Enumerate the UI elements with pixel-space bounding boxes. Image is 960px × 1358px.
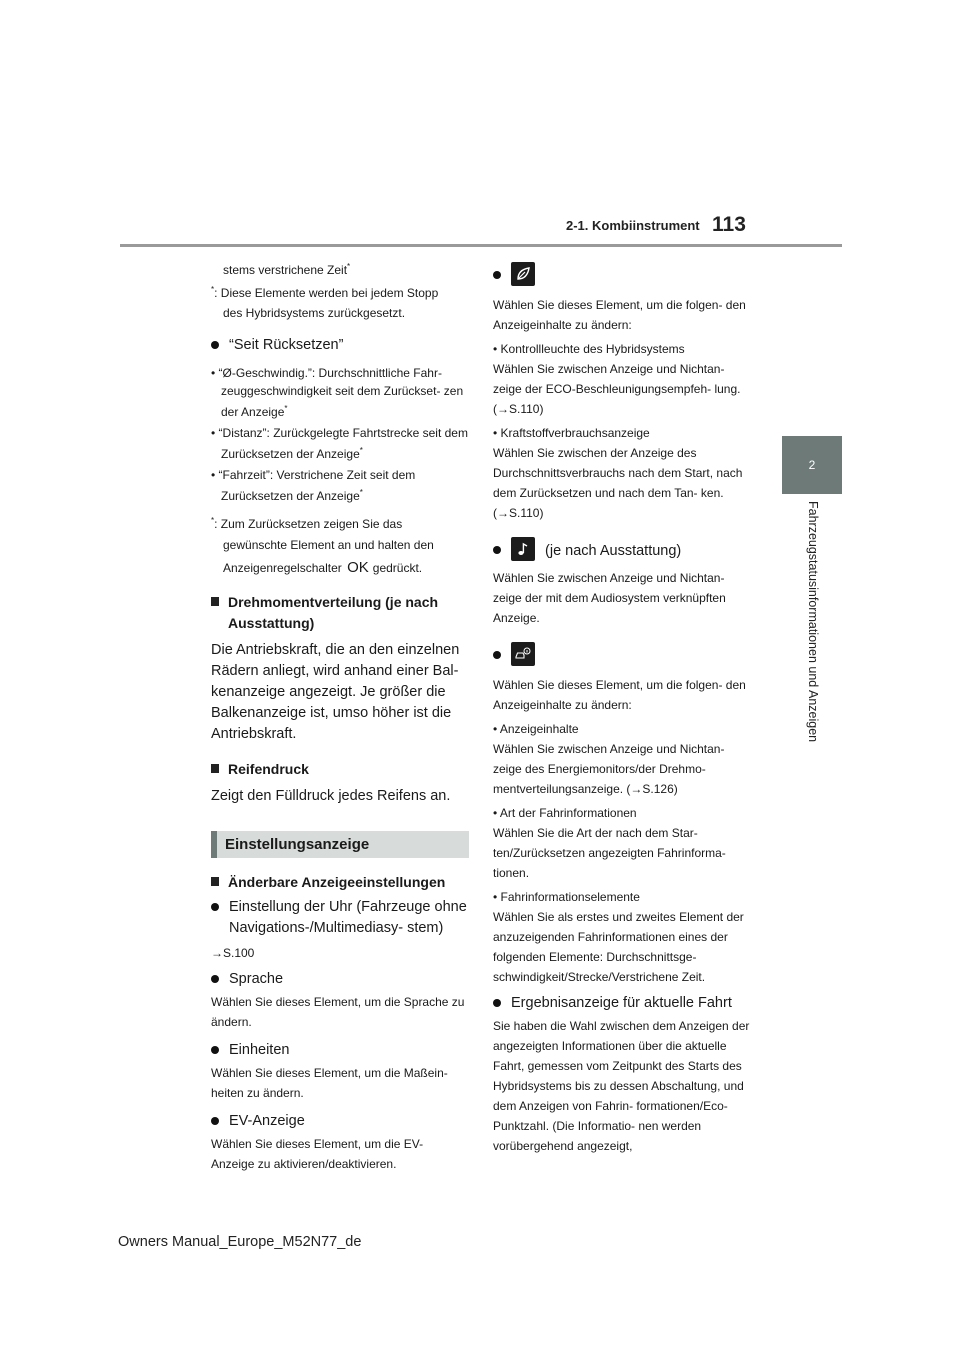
- item-heading-einheiten: Einheiten: [211, 1040, 469, 1061]
- paragraph: Die Antriebskraft, die an den einzelnen Rädern anliegt, wird anhand einer Bal- kenanzeige angezeigt. Je größer die Balkenanzeige ist, umso höher ist die Antriebskraft.: [211, 642, 460, 742]
- footnote-line: des Hybridsystems zurückgesetzt.: [223, 306, 406, 320]
- footnote: *: Diese Elemente werden bei jedem Stopp: [211, 285, 439, 300]
- item-heading-info: [493, 642, 753, 667]
- box-heading: Einstellungsanzeige: [211, 831, 469, 858]
- square-bullet: [211, 764, 219, 773]
- chapter-number: 2: [808, 458, 816, 472]
- paragraph: Sie haben die Wahl zwischen dem Anzeigen der angezeigten Informationen über die aktuelle Fahrt, gemessen vom Zeitpunkt des Starts des Hybridsystems bis zu dessen Abschaltung, und dem Anzeigen von Fahrin- formationen/Eco-Punktzahl. (Die Informatio- nen werden vorübergehend angezeigt,: [493, 1019, 750, 1153]
- list-item: • Anzeigeinhalte: [493, 722, 579, 736]
- footer-label: Owners Manual_Europe_M52N77_de: [118, 1234, 362, 1250]
- chapter-title-vertical: [802, 501, 824, 771]
- paragraph: Wählen Sie dieses Element, um die Sprache zu ändern.: [211, 995, 465, 1029]
- paragraph: Wählen Sie zwischen Anzeige und Nichtan- zeige des Energiemonitors/der Drehmo- mentverteilungsanzeige. (→S.126): [493, 742, 725, 796]
- header-rule: [120, 244, 842, 247]
- left-column: [211, 258, 469, 1174]
- item-heading-audio: (je nach Ausstattung): [493, 537, 753, 562]
- paragraph: Wählen Sie als erstes und zweites Element der anzuzeigenden Fahrinformationen eines der folgenden Elemente: Durchschnittsge- schwindigkeit/Strecke/Verstrichene Zeit.: [493, 910, 744, 984]
- paragraph: Wählen Sie dieses Element, um die folgen- den Anzeigeinhalte zu ändern:: [493, 678, 746, 712]
- bullet-dot: [493, 546, 501, 554]
- item-heading-ev: EV-Anzeige: [211, 1111, 469, 1132]
- chapter-title: Fahrzeugstatusinformationen und Anzeigen: [806, 501, 820, 743]
- bullet-dot: [493, 651, 501, 659]
- paragraph: Wählen Sie dieses Element, um die Maßein- heiten zu ändern.: [211, 1066, 448, 1100]
- item-heading-sprache: Sprache: [211, 969, 469, 990]
- paragraph: Wählen Sie zwischen Anzeige und Nichtan- zeige der ECO-Beschleunigungsempfeh- lung. (→S.110): [493, 362, 741, 416]
- list-item: • “Ø-Geschwindig.”: Durchschnittliche Fahr- zeuggeschwindigkeit seit dem Zurückset- zen der Anzeige*: [211, 366, 464, 419]
- leaf-icon: [511, 262, 535, 286]
- list-item: • Art der Fahrinformationen: [493, 806, 637, 820]
- bullet-dot: [211, 975, 219, 983]
- car-info-icon: [511, 642, 535, 666]
- list-item: • Fahrinformationselemente: [493, 890, 640, 904]
- item-heading-seit: “Seit Rücksetzen”: [211, 335, 469, 356]
- bullet-dot: [211, 903, 219, 911]
- bullet-dot: [493, 271, 501, 279]
- paragraph: Wählen Sie die Art der nach dem Star- ten/Zurücksetzen angezeigten Fahrinforma- tionen.: [493, 826, 726, 880]
- list-item: • “Distanz”: Zurückgelegte Fahrtstrecke seit dem Zurücksetzen der Anzeige*: [211, 426, 468, 461]
- section-heading-drehmoment: Drehmomentverteilung (je nach Ausstattung): [211, 592, 469, 634]
- list-item: • Kraftstoffverbrauchsanzeige: [493, 426, 650, 440]
- item-heading-eco: [493, 262, 753, 287]
- square-bullet: [211, 597, 219, 606]
- paragraph: Wählen Sie zwischen Anzeige und Nichtan- zeige der mit dem Audiosystem verknüpften Anzeige.: [493, 571, 726, 625]
- item-heading-ergebnis: Ergebnisanzeige für aktuelle Fahrt: [493, 993, 753, 1014]
- square-bullet: [211, 877, 219, 886]
- paragraph: Wählen Sie dieses Element, um die folgen- den Anzeigeinhalte zu ändern:: [493, 298, 746, 332]
- ok-button-icon: OK: [347, 559, 369, 576]
- list-item: • Kontrollleuchte des Hybridsystems: [493, 342, 685, 356]
- page-reference: →S.100: [211, 946, 255, 960]
- item-heading-uhr: Einstellung der Uhr (Fahrzeuge ohne Navigations-/Multimediasy- stem): [211, 897, 469, 939]
- section-heading-reifendruck: Reifendruck: [211, 759, 469, 780]
- bullet-dot: [211, 1046, 219, 1054]
- bullet-dot: [493, 999, 501, 1007]
- page-number: 113: [712, 213, 746, 236]
- section-heading-aenderbare: Änderbare Anzeigeeinstellungen: [211, 872, 469, 893]
- footnote: *: Zum Zurücksetzen zeigen Sie das: [211, 516, 403, 531]
- paragraph: Zeigt den Fülldruck jedes Reifens an.: [211, 788, 451, 804]
- footnote-line: gewünschte Element an und halten den: [223, 538, 434, 552]
- right-column: [493, 258, 753, 1156]
- paragraph: Wählen Sie dieses Element, um die EV- Anzeige zu aktivieren/deaktivieren.: [211, 1137, 424, 1171]
- bullet-dot: [211, 1117, 219, 1125]
- text-line: stems verstrichene Zeit*: [223, 262, 351, 277]
- music-note-icon: [511, 537, 535, 561]
- footnote-line: Anzeigenregelschalter OK gedrückt.: [223, 559, 423, 576]
- list-item: • “Fahrzeit”: Verstrichene Zeit seit dem Zurücksetzen der Anzeige*: [211, 468, 416, 503]
- paragraph: Wählen Sie zwischen der Anzeige des Durchschnittsverbrauchs nach dem Start, nach dem Zurücksetzen und nach dem Tan- ken. (→S.110): [493, 446, 743, 520]
- bullet-dot: [211, 341, 219, 349]
- section-title: 2-1. Kombiinstrument: [566, 218, 700, 233]
